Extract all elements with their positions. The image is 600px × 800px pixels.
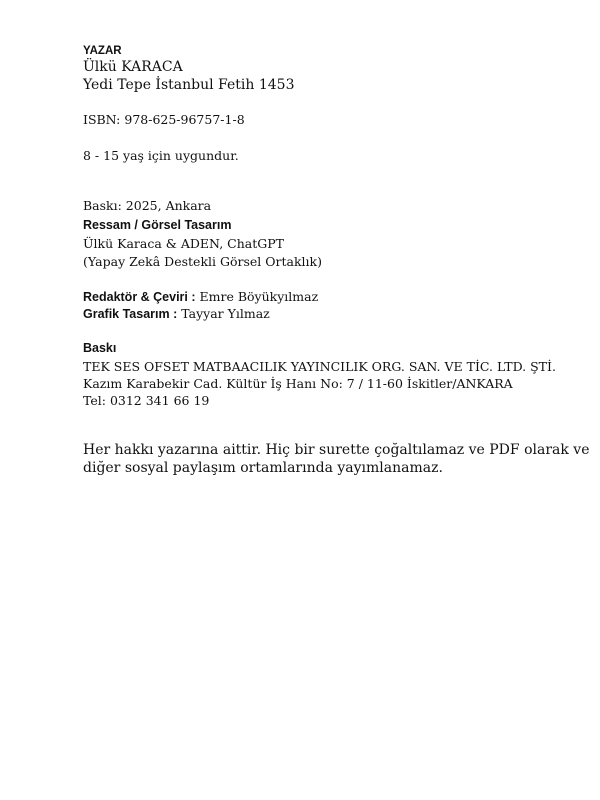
editor-name: Emre Böyükyılmaz bbox=[199, 289, 319, 304]
graphic-design-line bbox=[83, 306, 270, 321]
print-info: Baskı: 2025, Ankara bbox=[83, 198, 212, 213]
printer-phone: Tel: 0312 341 66 19 bbox=[83, 393, 210, 408]
printer-heading: Baskı bbox=[83, 341, 117, 355]
copyright-line-2: diğer sosyal paylaşım ortamlarında yayımlanamaz. bbox=[83, 460, 443, 476]
graphic-design-label: Grafik Tasarım : bbox=[83, 307, 178, 321]
editor-label: Redaktör & Çeviri : bbox=[83, 290, 196, 304]
isbn: ISBN: 978-625-96757-1-8 bbox=[83, 112, 245, 127]
editor-line bbox=[83, 289, 318, 304]
age-range: 8 - 15 yaş için uygundur. bbox=[83, 148, 239, 163]
author-label: YAZAR bbox=[83, 45, 122, 57]
book-title: Yedi Tepe İstanbul Fetih 1453 bbox=[83, 77, 295, 93]
copyright-line-1: Her hakkı yazarına aittir. Hiç bir surette çoğaltılamaz ve PDF olarak ve bbox=[83, 442, 590, 458]
printer-address: Kazım Karabekir Cad. Kültür İş Hanı No: 7 / 11-60 İskitler/ANKARA bbox=[83, 376, 513, 391]
graphic-design-name: Tayyar Yılmaz bbox=[181, 306, 270, 321]
illustration-note: (Yapay Zekâ Destekli Görsel Ortaklık) bbox=[83, 254, 322, 269]
illustration-names: Ülkü Karaca & ADEN, ChatGPT bbox=[83, 236, 284, 251]
author-name: Ülkü KARACA bbox=[83, 59, 183, 75]
printer-company: TEK SES OFSET MATBAACILIK YAYINCILIK ORG. SAN. VE TİC. LTD. ŞTİ. bbox=[83, 359, 556, 374]
illustration-heading: Ressam / Görsel Tasarım bbox=[83, 218, 232, 232]
